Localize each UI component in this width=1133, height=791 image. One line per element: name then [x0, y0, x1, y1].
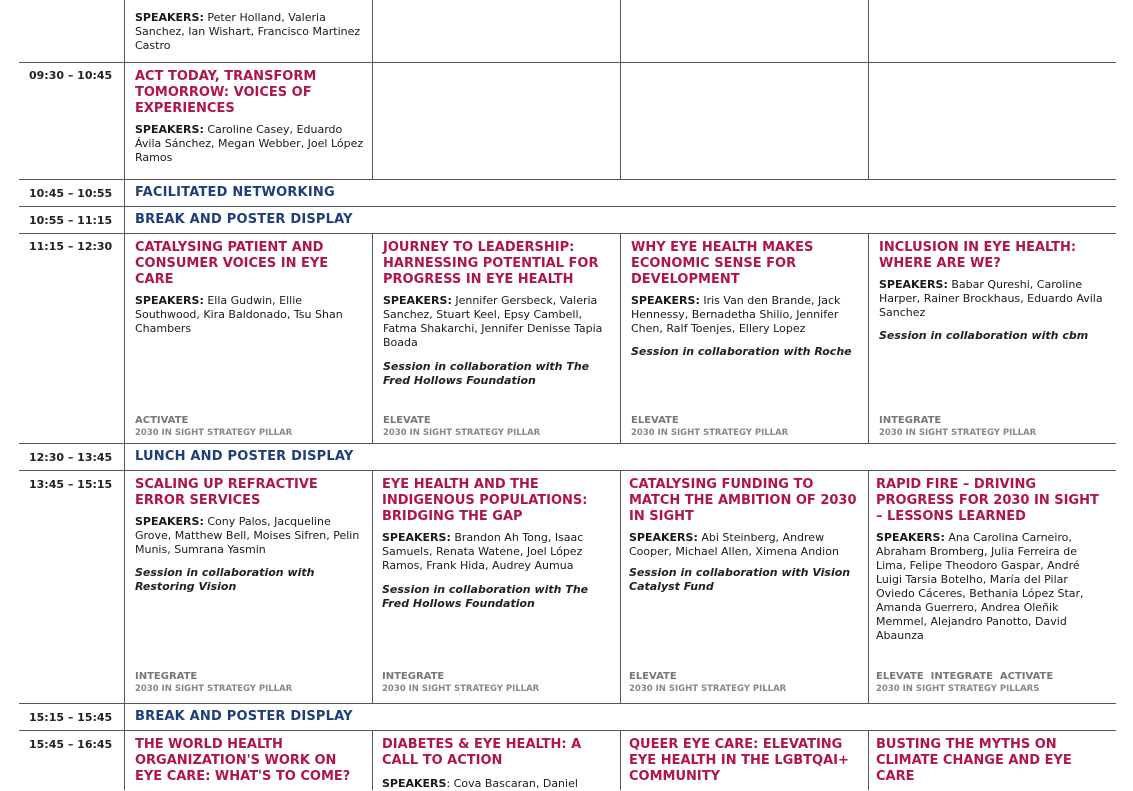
column-divider — [620, 730, 621, 790]
speakers-list: Cony Palos, Jacqueline Grove, Matthew Bell, Moises Sifren, Pelin Munis, Sumrana Yasmin — [135, 515, 360, 556]
column-divider — [372, 233, 373, 443]
collaboration-note: Session in collaboration with The Fred Hollows Foundation — [382, 583, 589, 610]
speakers-list: Ana Carolina Carneiro, Abraham Bromberg, Julia Ferreira de Lima, Felipe Theodoro Gaspar, André Luigi Tarsia Botelho, María del Pilar Oviedo Cáceres, Bethania López Star, Amanda Guerrero, Andrea Oleñik Memmel, Alejandro Panotto, David Abaunza — [876, 531, 1084, 642]
time-slot: 13:45 – 15:15 — [29, 478, 113, 491]
session-title: BUSTING THE MYTHS ON CLIMATE CHANGE AND EYE CARE — [876, 737, 1072, 784]
strategy-pillar — [629, 671, 786, 695]
speakers-label: SPEAKERS: — [631, 294, 700, 307]
column-divider — [868, 470, 869, 703]
break-label: BREAK AND POSTER DISPLAY — [135, 709, 353, 724]
pillar-name: ELEVATE — [383, 415, 431, 426]
speakers-label: SPEAKERS: — [383, 294, 452, 307]
row-divider — [19, 62, 1116, 63]
pillar-name: INTEGRATE — [879, 415, 942, 426]
strategy-pillar — [382, 671, 539, 695]
speakers-list: Iris Van den Brande, Jack Hennessy, Bernadetha Shilio, Jennifer Chen, Ralf Toenjes, Ellery Lopez — [631, 294, 841, 335]
column-divider — [372, 470, 373, 703]
pillar-caption: 2030 IN SIGHT STRATEGY PILLAR — [135, 684, 293, 694]
pillar-name: ELEVATE INTEGRATE ACTIVATE — [876, 671, 1054, 682]
column-divider — [868, 233, 869, 443]
time-slot: 15:15 – 15:45 — [29, 711, 113, 724]
session-title: CATALYSING PATIENT AND CONSUMER VOICES IN EYE CARE — [135, 240, 329, 287]
speakers-list: Caroline Casey, Eduardo Ávila Sánchez, Megan Webber, Joel López Ramos — [135, 123, 364, 164]
session-cell — [135, 477, 367, 594]
speakers-label: SPEAKERS: — [879, 278, 948, 291]
session-title: INCLUSION IN EYE HEALTH: WHERE ARE WE? — [879, 240, 1077, 271]
pillar-name: INTEGRATE — [382, 671, 445, 682]
session-title: RAPID FIRE – DRIVING PROGRESS FOR 2030 IN SIGHT – LESSONS LEARNED — [876, 477, 1099, 524]
session-cell — [876, 737, 1108, 785]
column-divider — [868, 730, 869, 790]
time-slot: 10:45 – 10:55 — [29, 187, 113, 200]
speakers-label: SPEAKERS: — [135, 294, 204, 307]
time-slot: 09:30 – 10:45 — [29, 69, 113, 82]
speakers-label: SPEAKERS — [382, 777, 447, 790]
column-divider — [372, 0, 373, 179]
collaboration-note: Session in collaboration with Vision Catalyst Fund — [629, 566, 851, 593]
strategy-pillar — [383, 415, 540, 439]
pillar-caption: 2030 IN SIGHT STRATEGY PILLAR — [631, 428, 789, 438]
time-slot: 11:15 – 12:30 — [29, 240, 113, 253]
speakers-list: Peter Holland, Valeria Sanchez, Ian Wishart, Francisco Martinez Castro — [135, 11, 361, 52]
strategy-pillar — [879, 415, 1036, 439]
time-slot: 10:55 – 11:15 — [29, 214, 113, 227]
pillar-name: INTEGRATE — [135, 671, 198, 682]
pillar-name: ELEVATE — [631, 415, 679, 426]
speakers-label: SPEAKERS: — [135, 123, 204, 136]
column-divider — [620, 233, 621, 443]
session-cell — [631, 240, 863, 359]
session-cell — [879, 240, 1111, 343]
row-divider — [19, 730, 1116, 731]
row-divider — [19, 206, 1116, 207]
pillar-caption: 2030 IN SIGHT STRATEGY PILLAR — [879, 428, 1037, 438]
strategy-pillar — [876, 671, 1053, 695]
speakers-list: Babar Qureshi, Caroline Harper, Rainer Brockhaus, Eduardo Avila Sanchez — [879, 278, 1103, 319]
strategy-pillar — [135, 415, 292, 439]
speakers-label: SPEAKERS: — [382, 531, 451, 544]
time-slot: 15:45 – 16:45 — [29, 738, 113, 751]
row-divider — [19, 179, 1116, 180]
speakers-label: SPEAKERS: — [629, 531, 698, 544]
speakers-list: Brandon Ah Tong, Isaac Samuels, Renata Watene, Joel López Ramos, Frank Hida, Audrey Aumua — [382, 531, 584, 572]
session-title: EYE HEALTH AND THE INDIGENOUS POPULATIONS: BRIDGING THE GAP — [382, 477, 588, 524]
pillar-caption: 2030 IN SIGHT STRATEGY PILLARS — [876, 684, 1040, 694]
speakers-list: Ella Gudwin, Ellie Southwood, Kira Baldonado, Tsu Shan Chambers — [135, 294, 343, 335]
session-title: SCALING UP REFRACTIVE ERROR SERVICES — [135, 477, 318, 508]
strategy-pillar — [631, 415, 788, 439]
column-divider — [868, 0, 869, 179]
session-cell — [135, 737, 367, 785]
speakers-label: SPEAKERS: — [135, 11, 204, 24]
pillar-caption: 2030 IN SIGHT STRATEGY PILLAR — [383, 428, 541, 438]
session-cell — [383, 240, 615, 388]
session-title: QUEER EYE CARE: ELEVATING EYE HEALTH IN THE LGBTQAI+ COMMUNITY — [629, 737, 849, 784]
speakers-list: Jennifer Gersbeck, Valeria Sanchez, Stuart Keel, Epsy Cambell, Fatma Shakarchi, Jennifer Denisse Tapia Boada — [383, 294, 603, 349]
strategy-pillar — [135, 671, 292, 695]
row-divider — [19, 470, 1116, 471]
column-divider — [620, 0, 621, 179]
session-cell — [629, 477, 861, 594]
row-divider — [19, 703, 1116, 704]
row-divider — [19, 233, 1116, 234]
session-cell — [382, 477, 614, 611]
lunch-label: LUNCH AND POSTER DISPLAY — [135, 449, 354, 464]
column-divider — [372, 730, 373, 790]
collaboration-note: Session in collaboration with Restoring Vision — [135, 566, 315, 593]
pillar-caption: 2030 IN SIGHT STRATEGY PILLAR — [382, 684, 540, 694]
speakers-label: SPEAKERS: — [135, 515, 204, 528]
speakers-list: Abi Steinberg, Andrew Cooper, Michael Allen, Ximena Andion — [629, 531, 839, 558]
session-act-today — [135, 69, 367, 165]
collaboration-note: Session in collaboration with cbm — [879, 329, 1089, 342]
speakers-list: : Cova Bascaran, Daniel — [446, 777, 578, 790]
pillar-name: ACTIVATE — [135, 415, 189, 426]
speakers-label: SPEAKERS: — [876, 531, 945, 544]
facilitated-networking-label: FACILITATED NETWORKING — [135, 185, 335, 200]
session-title: JOURNEY TO LEADERSHIP: HARNESSING POTENTIAL FOR PROGRESS IN EYE HEALTH — [383, 240, 599, 287]
session-cell — [629, 737, 861, 785]
row-divider — [19, 443, 1116, 444]
column-divider — [620, 470, 621, 703]
session-title: WHY EYE HEALTH MAKES ECONOMIC SENSE FOR DEVELOPMENT — [631, 240, 814, 287]
session-top-partial — [135, 4, 367, 53]
collaboration-note: Session in collaboration with The Fred Hollows Foundation — [383, 360, 590, 387]
session-cell — [876, 477, 1108, 643]
session-title: CATALYSING FUNDING TO MATCH THE AMBITION OF 2030 IN SIGHT — [629, 477, 857, 524]
session-title: ACT TODAY, TRANSFORM TOMORROW: VOICES OF EXPERIENCES — [135, 69, 317, 116]
collaboration-note: Session in collaboration with Roche — [631, 345, 852, 358]
pillar-caption: 2030 IN SIGHT STRATEGY PILLAR — [629, 684, 787, 694]
pillar-caption: 2030 IN SIGHT STRATEGY PILLAR — [135, 428, 293, 438]
column-divider — [124, 0, 125, 790]
pillar-name: ELEVATE — [629, 671, 677, 682]
session-title: DIABETES & EYE HEALTH: A CALL TO ACTION — [382, 737, 582, 768]
session-title: THE WORLD HEALTH ORGANIZATION'S WORK ON EYE CARE: WHAT'S TO COME? — [135, 737, 351, 784]
time-slot: 12:30 – 13:45 — [29, 451, 113, 464]
session-cell — [135, 240, 367, 336]
session-cell — [382, 737, 614, 791]
break-label: BREAK AND POSTER DISPLAY — [135, 212, 353, 227]
